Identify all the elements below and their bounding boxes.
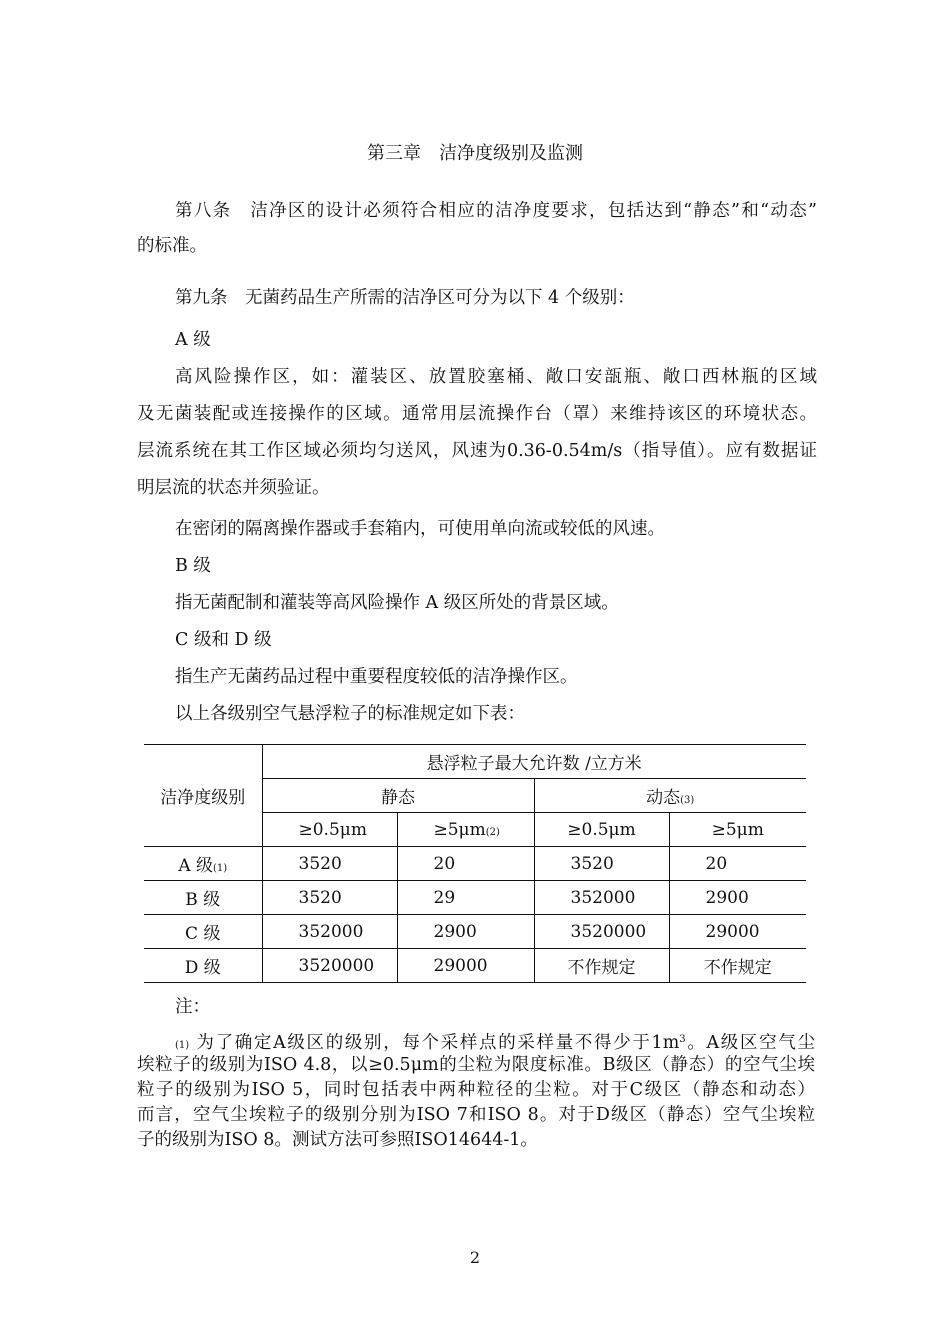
table-row xyxy=(144,881,806,915)
note-marker-1: (1) xyxy=(213,863,228,874)
note-marker-3: (3) xyxy=(680,795,695,806)
cell-static-large: 29000 xyxy=(397,949,534,983)
note-marker-2: (2) xyxy=(485,826,500,838)
cell-dynamic-large: 29000 xyxy=(669,915,806,949)
note-1-line-5: 子的级别为ISO 8。测试方法可参照ISO14644-1。 xyxy=(137,1130,538,1150)
notes-label: 注： xyxy=(175,997,210,1017)
row-grade: D 级 xyxy=(144,949,262,983)
grade-a-line-2: 及无菌装配或连接操作的区域。通常用层流操作台（罩）来维持该区的环境状态。 xyxy=(137,404,817,424)
header-static-large: ≥5μm(2) xyxy=(397,813,534,847)
row-grade: B 级 xyxy=(144,881,262,915)
header-dynamic-small: ≥0.5μm xyxy=(534,813,669,847)
header-dynamic-large: ≥5μm xyxy=(669,813,806,847)
row-grade: C 级 xyxy=(144,915,262,949)
cell-static-large: 29 xyxy=(397,881,534,915)
article-9-intro: 第九条 无菌药品生产所需的洁净区可分为以下 4 个级别： xyxy=(175,288,635,308)
grade-a-line-3: 层流系统在其工作区域必须均匀送风，风速为0.36-0.54m/s（指导值）。应有数据证 xyxy=(137,441,817,461)
cell-dynamic-small: 352000 xyxy=(534,881,669,915)
cell-static-small: 3520 xyxy=(262,881,397,915)
table-row xyxy=(144,915,806,949)
grade-cd-text: 指生产无菌药品过程中重要程度较低的洁净操作区。 xyxy=(175,667,578,687)
cell-static-small: 3520000 xyxy=(262,949,397,983)
table-header-row-1 xyxy=(144,745,806,779)
cell-static-small: 352000 xyxy=(262,915,397,949)
page-number: 2 xyxy=(469,1248,481,1267)
cell-static-large: 2900 xyxy=(397,915,534,949)
note-1-line-1: (1) 为了确定A级区的级别，每个采样点的采样量不得少于$1m^3$。A级区空气尘 xyxy=(137,1028,815,1058)
cell-dynamic-large: 20 xyxy=(669,847,806,881)
table-row xyxy=(144,847,806,881)
grade-a-line-4: 明层流的状态并须验证。 xyxy=(137,478,330,498)
note-1-line-4: 而言，空气尘埃粒子的级别分别为ISO 7和ISO 8。对于D级区（静态）空气尘埃粒 xyxy=(137,1105,815,1125)
grade-b-heading: B 级 xyxy=(175,556,211,576)
header-grade: 洁净度级别 xyxy=(144,745,262,847)
chapter-title: 第三章 洁净度级别及监测 xyxy=(367,143,583,164)
article-8-line-1: 第八条 洁净区的设计必须符合相应的洁净度要求，包括达到“静态”和“动态” xyxy=(175,201,817,221)
grade-b-text: 指无菌配制和灌装等高风险操作 A 级区所处的背景区域。 xyxy=(175,593,619,613)
header-max-particles: 悬浮粒子最大允许数 /立方米 xyxy=(262,745,806,779)
cell-static-large: 20 xyxy=(397,847,534,881)
table-intro: 以上各级别空气悬浮粒子的标准规定如下表： xyxy=(175,704,525,724)
header-static-small: ≥0.5μm xyxy=(262,813,397,847)
cleanliness-table xyxy=(144,744,806,983)
cell-dynamic-large: 不作规定 xyxy=(669,949,806,983)
cell-static-small: 3520 xyxy=(262,847,397,881)
grade-a-extra: 在密闭的隔离操作器或手套箱内，可使用单向流或较低的风速。 xyxy=(175,519,665,539)
note-1-marker: (1) xyxy=(175,1040,190,1051)
grade-cd-heading: C 级和 D 级 xyxy=(175,630,272,650)
cell-dynamic-large: 2900 xyxy=(669,881,806,915)
cell-dynamic-small: 3520000 xyxy=(534,915,669,949)
table-row xyxy=(144,949,806,983)
grade-a-line-1: 高风险操作区，如：灌装区、放置胶塞桶、敞口安瓿瓶、敞口西林瓶的区域 xyxy=(175,367,817,387)
note-1-line-3: 粒子的级别为ISO 5，同时包括表中两种粒径的尘粒。对于C级区（静态和动态） xyxy=(137,1080,815,1100)
note-1-line-2: 埃粒子的级别为ISO 4.8，以≥0.5μm的尘粒为限度标准。B级区（静态）的空气尘埃 xyxy=(137,1055,815,1075)
grade-a-heading: A 级 xyxy=(175,330,211,350)
header-static: 静态 xyxy=(262,779,534,813)
article-8-line-2: 的标准。 xyxy=(137,236,207,256)
cell-dynamic-small: 3520 xyxy=(534,847,669,881)
row-grade: A 级(1) xyxy=(144,847,262,881)
cell-dynamic-small: 不作规定 xyxy=(534,949,669,983)
header-dynamic: 动态(3) xyxy=(534,779,806,813)
